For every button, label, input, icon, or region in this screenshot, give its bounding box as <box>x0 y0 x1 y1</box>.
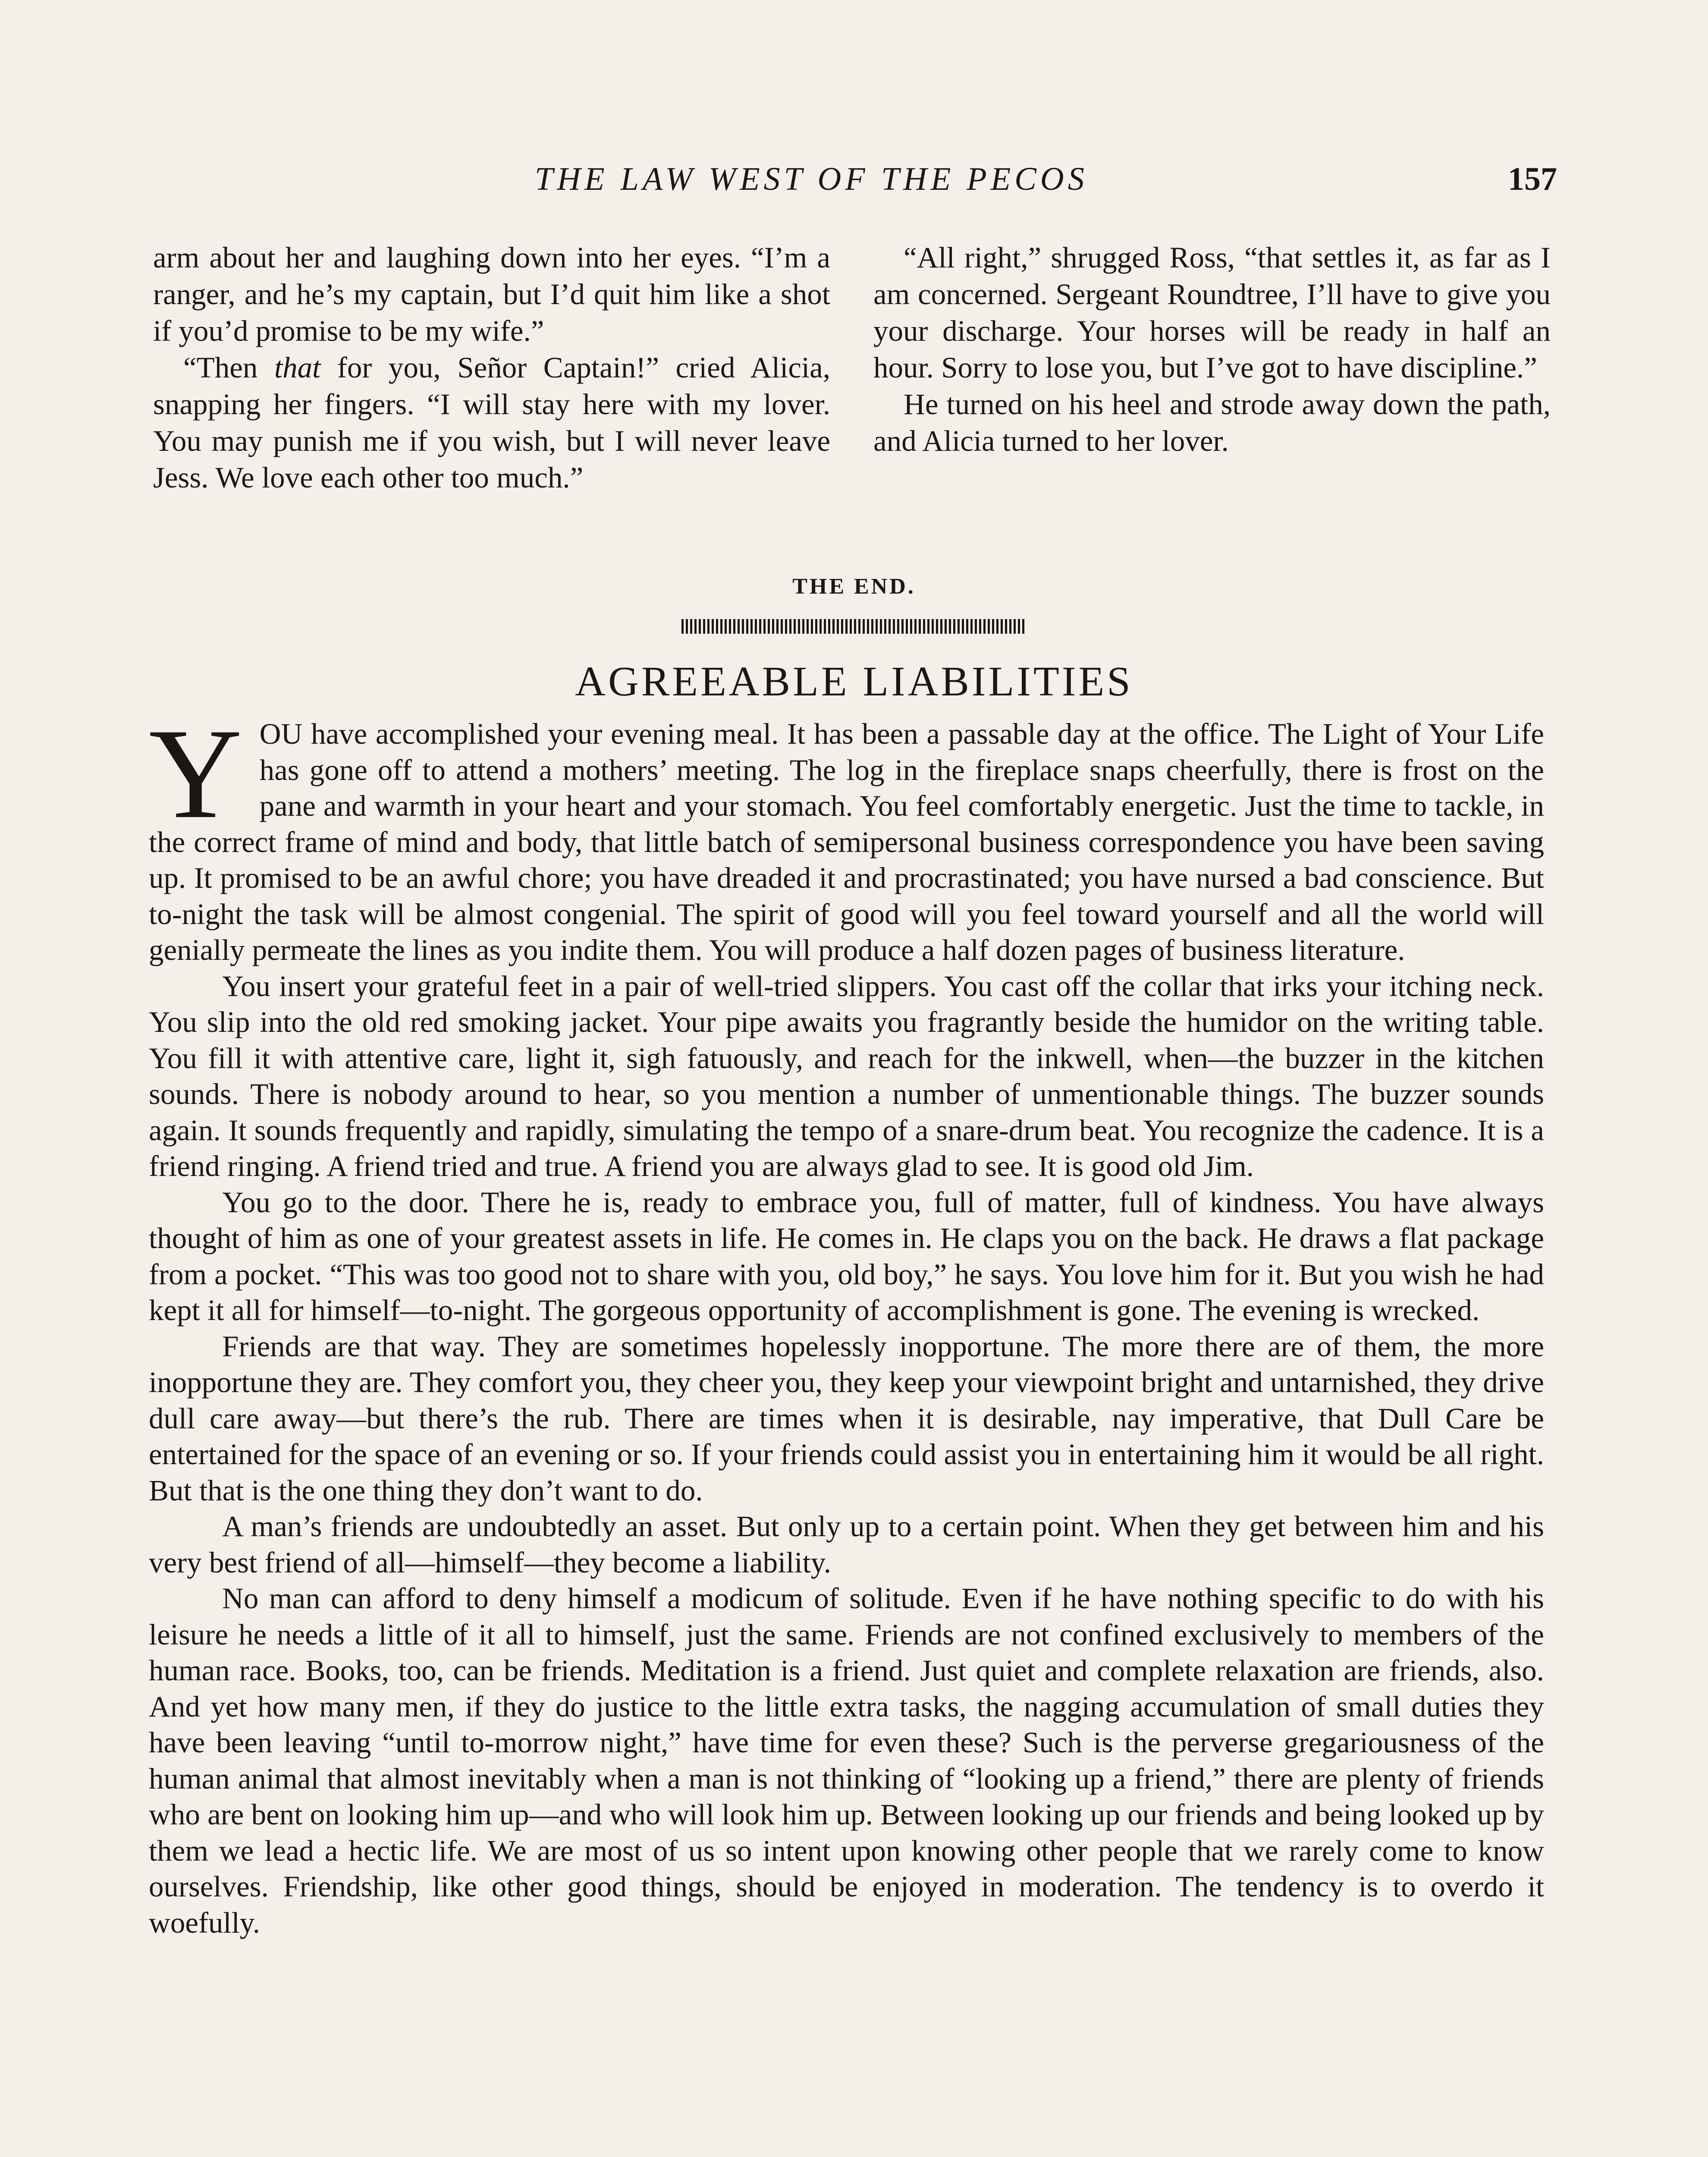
right-paragraph-1: “All right,” shrugged Ross, “that settles it, as far as I am concerned. Sergeant Roundtree, I’ll have to give you your discharge. Your horses will be ready in half an hour. Sorry to lose you, but I’ve got to have discipline.” <box>873 241 1551 384</box>
left-paragraph-2-rest: cried Alicia, snapping her fingers. “I will stay here with my lover. You may punish me if you wish, but I will never leave Jess. We love each other too much.” <box>153 351 831 494</box>
right-column <box>873 239 1551 459</box>
article-body <box>149 702 1544 1941</box>
emphasis-that: that <box>274 351 321 384</box>
article-paragraph-1 <box>149 702 1544 968</box>
left-paragraph-2 <box>153 349 830 496</box>
article-title: AGREEABLE LIABILITIES <box>575 658 1133 705</box>
article-paragraph-3: You go to the door. There he is, ready to embrace you, full of matter, full of kindness. You have always thought of him as one of your greatest assets in life. He comes in. He claps you on the back. He draws a flat package from a pocket. “This was too good not to share with you, old boy,” he says. You love him for it. But you wish he had kept it all for himself—to-night. The gorgeous opportunity of accomplishment is gone. The evening is wrecked. <box>149 1185 1544 1327</box>
left-paragraph-2-mid: for you, Señor Captain!” <box>320 351 659 384</box>
left-paragraph-1: arm about her and laughing down into her eyes. “I’m a ranger, and he’s my captain, but I’d quit him like a shot if you’d promise to be my wife.” <box>153 241 830 347</box>
article-paragraph-6: No man can afford to deny himself a modicum of solitude. Even if he have nothing specific to do with his leisure he needs a little of it all to himself, just the same. Friends are not confined exclusively to members of the human race. Books, too, can be friends. Meditation is a friend. Just quiet and complete relaxation are friends, also. And yet how many men, if they do justice to the little extra tasks, the nagging accumulation of small duties they have been leaving “until to-morrow night,” have time for even these? Such is the perverse gregariousness of the human animal that almost inevitably when a man is not thinking of “looking up a friend,” there are plenty of friends who are bent on looking him up—and who will look him up. Between looking up our friends and being looked up by them we lead a hectic life. We are most of us so intent upon knowing other people that we rarely come to know ourselves. Friendship, like other good things, should be enjoyed in moderation. The tendency is to overdo it woefully. <box>149 1582 1544 1939</box>
article-paragraph-5: A man’s friends are undoubtedly an asset. But only up to a certain point. When they get between him and his very best friend of all—himself—they become a liability. <box>149 1510 1544 1579</box>
page-number: 157 <box>1508 161 1557 197</box>
previous-story-ending <box>153 239 1551 567</box>
drop-cap: Y <box>149 702 242 845</box>
article-paragraph-2: You insert your grateful feet in a pair of well-tried slippers. You cast off the collar that irks your itching neck. You slip into the old red smoking jacket. Your pipe awaits you fragrantly beside the humidor on the writing table. You fill it with attentive care, light it, sigh fatuously, and reach for the inkwell, when—the buzzer in the kitchen sounds. There is nobody around to hear, so you mention a number of unmentionable things. The buzzer sounds again. It sounds frequently and rapidly, simulating the tempo of a snare-drum beat. You recognize the cadence. It is a friend ringing. A friend tried and true. A friend you are always glad to see. It is good old Jim. <box>149 969 1544 1182</box>
article-paragraph-4: Friends are that way. They are sometimes hopelessly inopportune. The more there are of them, the more inopportune they are. They comfort you, they cheer you, they keep your viewpoint bright and untarnished, they drive dull care away—but there’s the rub. There are times when it is desirable, nay imperative, that Dull Care be entertained for the space of an evening or so. If your friends could assist you in entertaining him it would be all right. But that is the one thing they don’t want to do. <box>149 1330 1544 1507</box>
right-paragraph-2: He turned on his heel and strode away down the path, and Alicia turned to her lover. <box>873 388 1551 457</box>
running-head <box>147 155 1557 203</box>
article-paragraph-1-text: OU have accomplished your evening meal. It has been a passable day at the office. The Light of Your Life has gone off to attend a mothers’ meeting. The log in the fireplace snaps cheerfully, there is frost on the pane and warmth in your heart and your stomach. You feel comfortably energetic. Just the time to tackle, in the correct frame of mind and body, that little batch of semipersonal business correspondence you have been saving up. It promised to be an awful chore; you have dreaded it and procrastinated; you have nursed a bad conscience. But to-night the task will be almost congenial. The spirit of good will you feel toward yourself and all the world will genially permeate the lines as you indite them. You will produce a half dozen pages of business literature. <box>149 717 1544 966</box>
left-paragraph-2-start: “Then <box>183 351 274 384</box>
running-title: THE LAW WEST OF THE PECOS <box>535 161 1088 197</box>
the-end-mark: THE END. <box>792 574 916 599</box>
ornamental-divider <box>681 619 1027 634</box>
left-column <box>153 239 830 496</box>
